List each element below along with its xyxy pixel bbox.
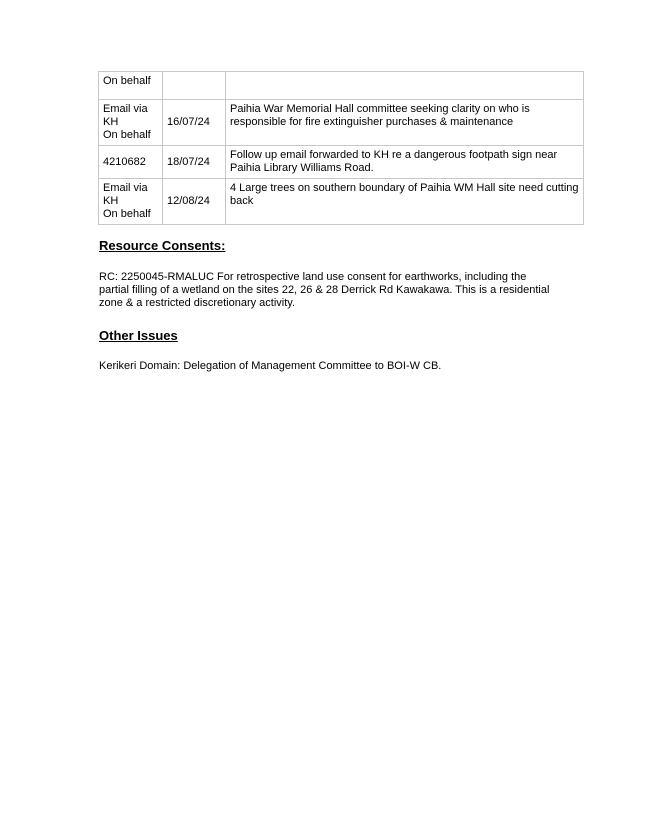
- issues-table: [98, 71, 584, 225]
- ref-line: On behalf: [103, 208, 151, 220]
- other-issues-text: Kerikeri Domain: Delegation of Management Committee to BOI-W CB.: [99, 360, 442, 372]
- ref-line: On behalf: [103, 129, 151, 141]
- other-issues-heading: Other Issues: [99, 328, 178, 343]
- table-row: [99, 146, 584, 179]
- description-cell: Paihia War Memorial Hall committee seeking clarity on who is responsible for fire extinguisher purchases & maintenance: [226, 100, 584, 146]
- date-cell: 16/07/24: [163, 100, 226, 146]
- resource-consents-text: RC: 2250045-RMALUC For retrospective land use consent for earthworks, including the partial filling of a wetland on the sites 22, 26 & 28 Derrick Rd Kawakawa. This is a residential zone & a restricted discretionary activity.: [99, 271, 550, 309]
- ref-cell: [99, 179, 163, 225]
- date-cell: 12/08/24: [163, 179, 226, 225]
- table-row: [99, 72, 584, 100]
- date-cell: [163, 72, 226, 100]
- date-cell: 18/07/24: [163, 146, 226, 179]
- resource-consents-heading: Resource Consents:: [99, 238, 226, 253]
- ref-line: KH: [103, 116, 119, 128]
- table-row: [99, 100, 584, 146]
- table-row: [99, 179, 584, 225]
- ref-line: Email via: [103, 182, 148, 194]
- ref-line: Email via: [103, 103, 148, 115]
- ref-line: 4210682: [103, 155, 146, 168]
- ref-cell: [99, 72, 163, 100]
- description-cell: Follow up email forwarded to KH re a dangerous footpath sign near Paihia Library Williams Road.: [226, 146, 584, 179]
- ref-line: On behalf: [103, 75, 151, 87]
- ref-line: KH: [103, 195, 119, 207]
- description-cell: [226, 72, 584, 100]
- ref-cell: [99, 146, 163, 179]
- description-cell: 4 Large trees on southern boundary of Paihia WM Hall site need cutting back: [226, 179, 584, 225]
- ref-cell: [99, 100, 163, 146]
